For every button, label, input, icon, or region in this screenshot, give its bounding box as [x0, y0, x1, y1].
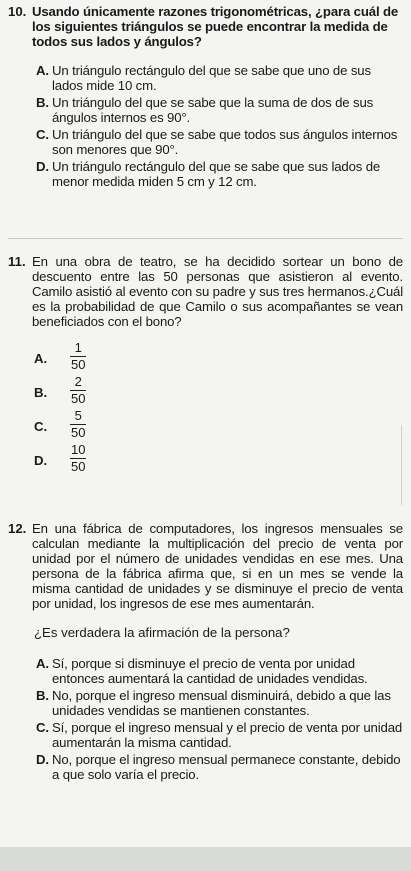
- option-d[interactable]: [36, 159, 403, 189]
- denominator: 50: [71, 357, 86, 372]
- option-letter: B.: [36, 95, 49, 110]
- option-text: Un triángulo del que se sabe que la suma de dos de sus ángulos internos es 90°.: [52, 95, 374, 125]
- question-number: 11.: [8, 254, 26, 269]
- page-footer-band: [0, 847, 411, 871]
- question-number: 12.: [8, 521, 27, 536]
- option-b[interactable]: [36, 95, 403, 125]
- question-10: [8, 4, 403, 189]
- option-c[interactable]: [36, 127, 403, 157]
- option-text: Sí, porque el ingreso mensual y el precio de venta por unidad aumentarán la misma cantidad.: [52, 720, 403, 750]
- question-text: Usando únicamente razones trigonométricas, ¿para cuál de los siguientes triángulos se puede encontrar la medida de todos sus lados y ángulos?: [32, 4, 399, 49]
- option-letter: C.: [36, 127, 49, 142]
- numerator: 2: [74, 374, 82, 389]
- option-b[interactable]: [36, 688, 403, 718]
- fraction: [70, 375, 86, 406]
- option-letter: D.: [36, 752, 49, 767]
- option-a[interactable]: [36, 63, 403, 93]
- fraction: [70, 409, 86, 440]
- option-text: Un triángulo del que se sabe que todos sus ángulos internos son menores que 90°.: [52, 127, 398, 157]
- question-11: [8, 254, 403, 477]
- numerator: 1: [74, 340, 82, 355]
- option-letter: A.: [36, 63, 49, 78]
- denominator: 50: [71, 425, 86, 440]
- option-d[interactable]: [34, 443, 403, 477]
- option-text: No, porque el ingreso mensual disminuirá, debido a que las unidades vendidas se mantienen constantes.: [52, 688, 391, 718]
- question-text: En una obra de teatro, se ha decidido sortear un bono de descuento entre las 50 personas que asistieron al evento. Camilo asistió al evento con su padre y sus tres hermanos.¿Cuál es la probabilidad de que Camilo o sus acompañantes se vean beneficiados con el bono?: [32, 254, 403, 329]
- option-b[interactable]: [34, 375, 403, 409]
- option-text: Un triángulo rectángulo del que se sabe que uno de sus lados mide 10 cm.: [52, 63, 371, 93]
- option-letter: D.: [36, 159, 49, 174]
- question-12: [8, 521, 403, 782]
- fraction: [70, 341, 86, 372]
- denominator: 50: [71, 459, 86, 474]
- option-letter: C.: [36, 720, 49, 735]
- option-letter: D.: [34, 453, 48, 468]
- option-letter: A.: [34, 351, 48, 366]
- section-divider: [8, 238, 403, 239]
- option-c[interactable]: [36, 720, 403, 750]
- option-letter: A.: [36, 656, 49, 671]
- option-a[interactable]: [36, 656, 403, 686]
- option-c[interactable]: [34, 409, 403, 443]
- option-text: No, porque el ingreso mensual permanece constante, debido a que solo varía el precio.: [52, 752, 401, 782]
- option-d[interactable]: [36, 752, 403, 782]
- option-a[interactable]: [34, 341, 403, 375]
- option-text: Un triángulo rectángulo del que se sabe que sus lados de menor medida miden 5 cm y 12 cm.: [52, 159, 381, 189]
- numerator: 5: [74, 408, 82, 423]
- numerator: 10: [71, 442, 86, 457]
- fraction: [70, 443, 86, 474]
- question-number: 10.: [8, 4, 27, 19]
- option-letter: B.: [34, 385, 48, 400]
- margin-line: [401, 425, 402, 505]
- option-letter: B.: [36, 688, 49, 703]
- denominator: 50: [71, 391, 86, 406]
- option-letter: C.: [34, 419, 48, 434]
- option-text: Sí, porque si disminuye el precio de venta por unidad entonces aumentará la cantidad de unidades vendidas.: [52, 656, 368, 686]
- question-prompt: ¿Es verdadera la afirmación de la persona?: [34, 625, 290, 640]
- question-text: En una fábrica de computadores, los ingresos mensuales se calculan mediante la multiplicación del precio de venta por unidad por el número de unidades vendidas en ese mes. Una persona de la fábrica afirma que, si en un mes se vende la misma cantidad de unidades y se disminuye el precio de venta por unidad, los ingresos de ese mes aumentarán.: [32, 521, 403, 611]
